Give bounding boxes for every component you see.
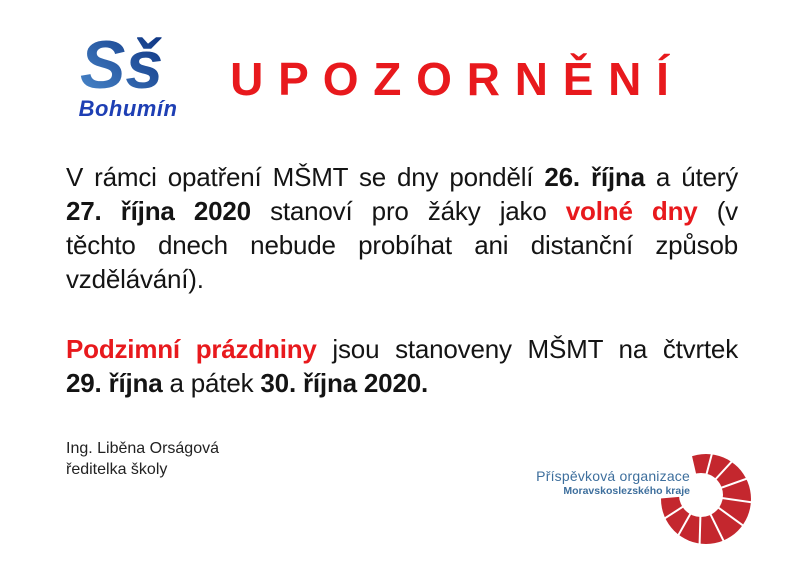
text-line	[66, 194, 738, 228]
text-line	[66, 262, 738, 296]
region-logo-text	[536, 468, 690, 497]
text-segment: a úterý	[644, 162, 739, 192]
region-org-line2: Moravskoslezského kraje	[563, 485, 690, 497]
signature-block	[66, 438, 219, 480]
text-segment: Podzimní prázdniny	[66, 334, 317, 364]
text-line	[66, 160, 738, 194]
text-segment: (v	[697, 196, 738, 226]
text-segment: jsou stanoveny MŠMT na čtvrtek	[316, 334, 738, 364]
notice-body	[66, 160, 738, 400]
text-segment: vzdělávání).	[66, 264, 204, 294]
notice-paragraph-1	[66, 160, 738, 296]
school-logo-mark-text: Sš	[80, 27, 164, 102]
text-line	[66, 366, 738, 400]
text-line	[66, 228, 738, 262]
text-segment: V rámci opatření MŠMT se dny pondělí	[66, 162, 545, 192]
notice-paragraph-2	[66, 332, 738, 400]
signature-name: Ing. Liběna Orságová	[66, 440, 219, 457]
signature-role: ředitelka školy	[66, 461, 168, 478]
text-segment: a pátek	[162, 368, 261, 398]
region-org-line1: Příspěvková organizace	[536, 468, 690, 484]
text-segment: 27. října 2020	[66, 196, 251, 226]
text-segment: stanoví pro žáky jako	[250, 196, 566, 226]
text-line	[66, 332, 738, 366]
school-logo-city: Bohumín	[78, 96, 178, 121]
text-segment: těchto dnech nebude probíhat ani distanční způsob	[66, 230, 738, 260]
notice-title: U P O Z O R N Ě N Í	[230, 53, 670, 105]
text-segment: 26. října	[544, 162, 645, 192]
text-segment: volné dny	[565, 196, 698, 226]
text-segment: 29. října	[66, 368, 163, 398]
region-ring-icon	[659, 452, 753, 546]
text-segment: 30. října 2020.	[260, 368, 428, 398]
